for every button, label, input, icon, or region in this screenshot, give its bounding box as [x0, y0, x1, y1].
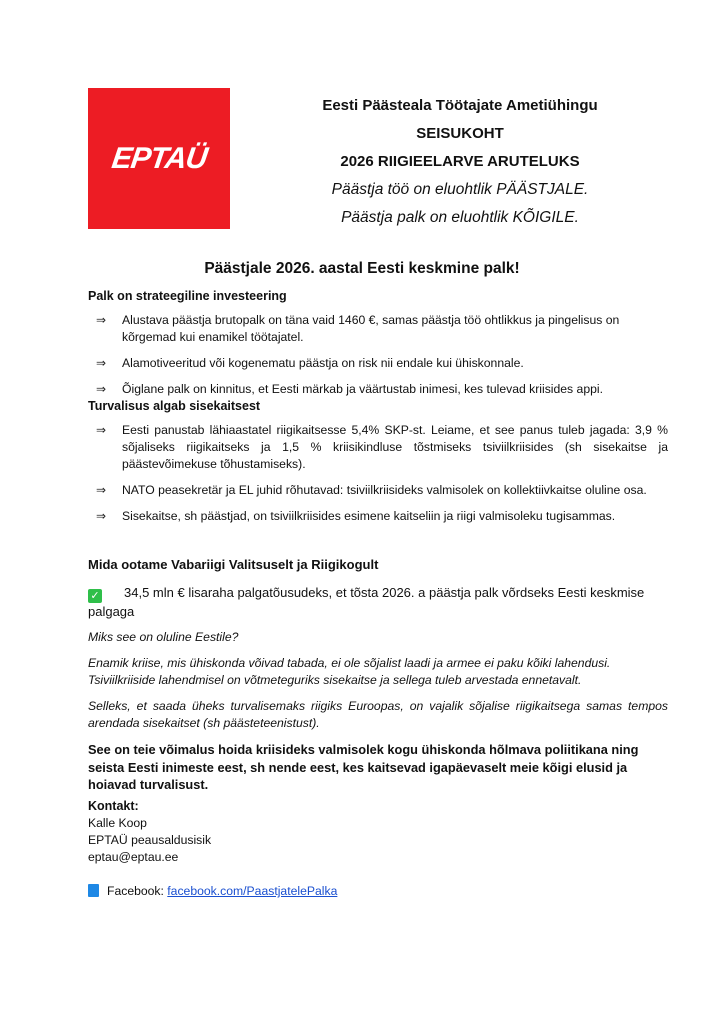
- contact-label: Kontakt:: [88, 799, 139, 813]
- list-item: ⇒ Sisekaitse, sh päästjad, on tsiviilkriisides esimene kaitseliin ja riigi valmisoleku tugisammas.: [96, 509, 616, 523]
- doc-type: SEISUKOHT: [416, 125, 504, 142]
- list-item: ⇒ Alamotiveeritud või kogenematu päästja on risk nii endale kui ühiskonnale.: [96, 356, 524, 370]
- closing-statement: See on teie võimalus hoida kriisideks valmisolek kogu ühiskonda hõlmava poliitikana ning seista Eesti inimeste eest, sh nende eest, kes kaitsevad igapäevaselt meie kõigi elusid ja hoiavad turvalisust.: [88, 742, 639, 792]
- why-paragraph-1: Enamik kriise, mis ühiskonda võivad tabada, ei ole sõjalist laadi ja armee ei paku kõiki lahendusi. Tsiviilkriiside lahendmisel on võtmeteguriks sisekaitse ja sellega tuleb arvestada ennetavalt.: [88, 656, 611, 687]
- slogan-2: Päästja palk on eluohtlik KÕIGILE.: [341, 209, 579, 226]
- why-paragraph-2: Selleks, et saada üheks turvalisemaks riigiks Euroopas, on vajalik sõjalise riigikaitsega samas tempos arendada sisekaitset (sh päästeteenistust).: [88, 699, 668, 730]
- list-item: ⇒ Alustava päästja brutopalk on täna vaid 1460 €, samas päästja töö ohtlikkus ja pingelisus on kõrgemad kui enamikel töötajatel.: [96, 313, 620, 344]
- contact-email[interactable]: eptau@eptau.ee: [88, 850, 179, 864]
- document-header: [300, 92, 620, 232]
- section-salary: [88, 288, 668, 398]
- eptau-logo: [88, 88, 230, 229]
- arrow-bullet-icon: ⇒: [96, 509, 107, 523]
- contact-role: EPTAÜ peausaldusisik: [88, 833, 212, 847]
- arrow-bullet-icon: ⇒: [96, 423, 107, 437]
- arrow-bullet-icon: ⇒: [96, 313, 107, 327]
- facebook-link[interactable]: facebook.com/PaastjatelePalka: [167, 884, 338, 898]
- org-name: Eesti Päästeala Töötajate Ametiühingu: [322, 97, 598, 114]
- section-heading: Palk on strateegiline investeering: [88, 289, 287, 303]
- blue-book-icon: [88, 884, 99, 897]
- doc-subject: 2026 RIIGIEELARVE ARUTELUKS: [340, 153, 580, 170]
- why-question: Miks see on oluline Eestile?: [88, 630, 239, 644]
- list-item: ⇒ Õiglane palk on kinnitus, et Eesti märkab ja väärtustab inimesi, kes tulevad kriisides appi.: [96, 382, 603, 396]
- contact-name: Kalle Koop: [88, 816, 147, 830]
- arrow-bullet-icon: ⇒: [96, 356, 107, 370]
- contact-block: [88, 798, 668, 900]
- section-heading: Turvalisus algab sisekaitsest: [88, 399, 261, 413]
- facebook-line: Facebook: facebook.com/PaastjatelePalka: [88, 883, 668, 900]
- section-demands: [88, 556, 668, 794]
- section-security: [88, 398, 668, 525]
- demand-item: ✓ 34,5 mln € lisaraha palgatõusudeks, et tõsta 2026. a päästja palk võrdseks Eesti keskmise palgaga: [88, 585, 645, 619]
- slogan-1: Päästja töö on eluohtlik PÄÄSTJALE.: [331, 181, 589, 198]
- arrow-bullet-icon: ⇒: [96, 483, 107, 497]
- logo-text: EPTAÜ: [109, 141, 209, 175]
- list-item: ⇒ NATO peasekretär ja EL juhid rõhutavad: tsiviilkriisideks valmisolek on kollektiivkaitse oluline osa.: [96, 483, 647, 497]
- section-heading: Mida ootame Vabariigi Valitsuselt ja Riigikogult: [88, 557, 379, 572]
- page-title: Päästjale 2026. aastal Eesti keskmine palk!: [204, 260, 520, 277]
- check-mark-icon: ✓: [88, 589, 102, 603]
- arrow-bullet-icon: ⇒: [96, 382, 107, 396]
- list-item: ⇒ Eesti panustab lähiaastatel riigikaitsesse 5,4% SKP-st. Leiame, et see panus tuleb jagada: 3,9 % sõjaliseks riigikaitseks ja 1,5 % kriisikindluse tõstmiseks tsiviilkriisides (sh sisekaitse ja päästevõimekuse tõhustamiseks).: [96, 423, 668, 471]
